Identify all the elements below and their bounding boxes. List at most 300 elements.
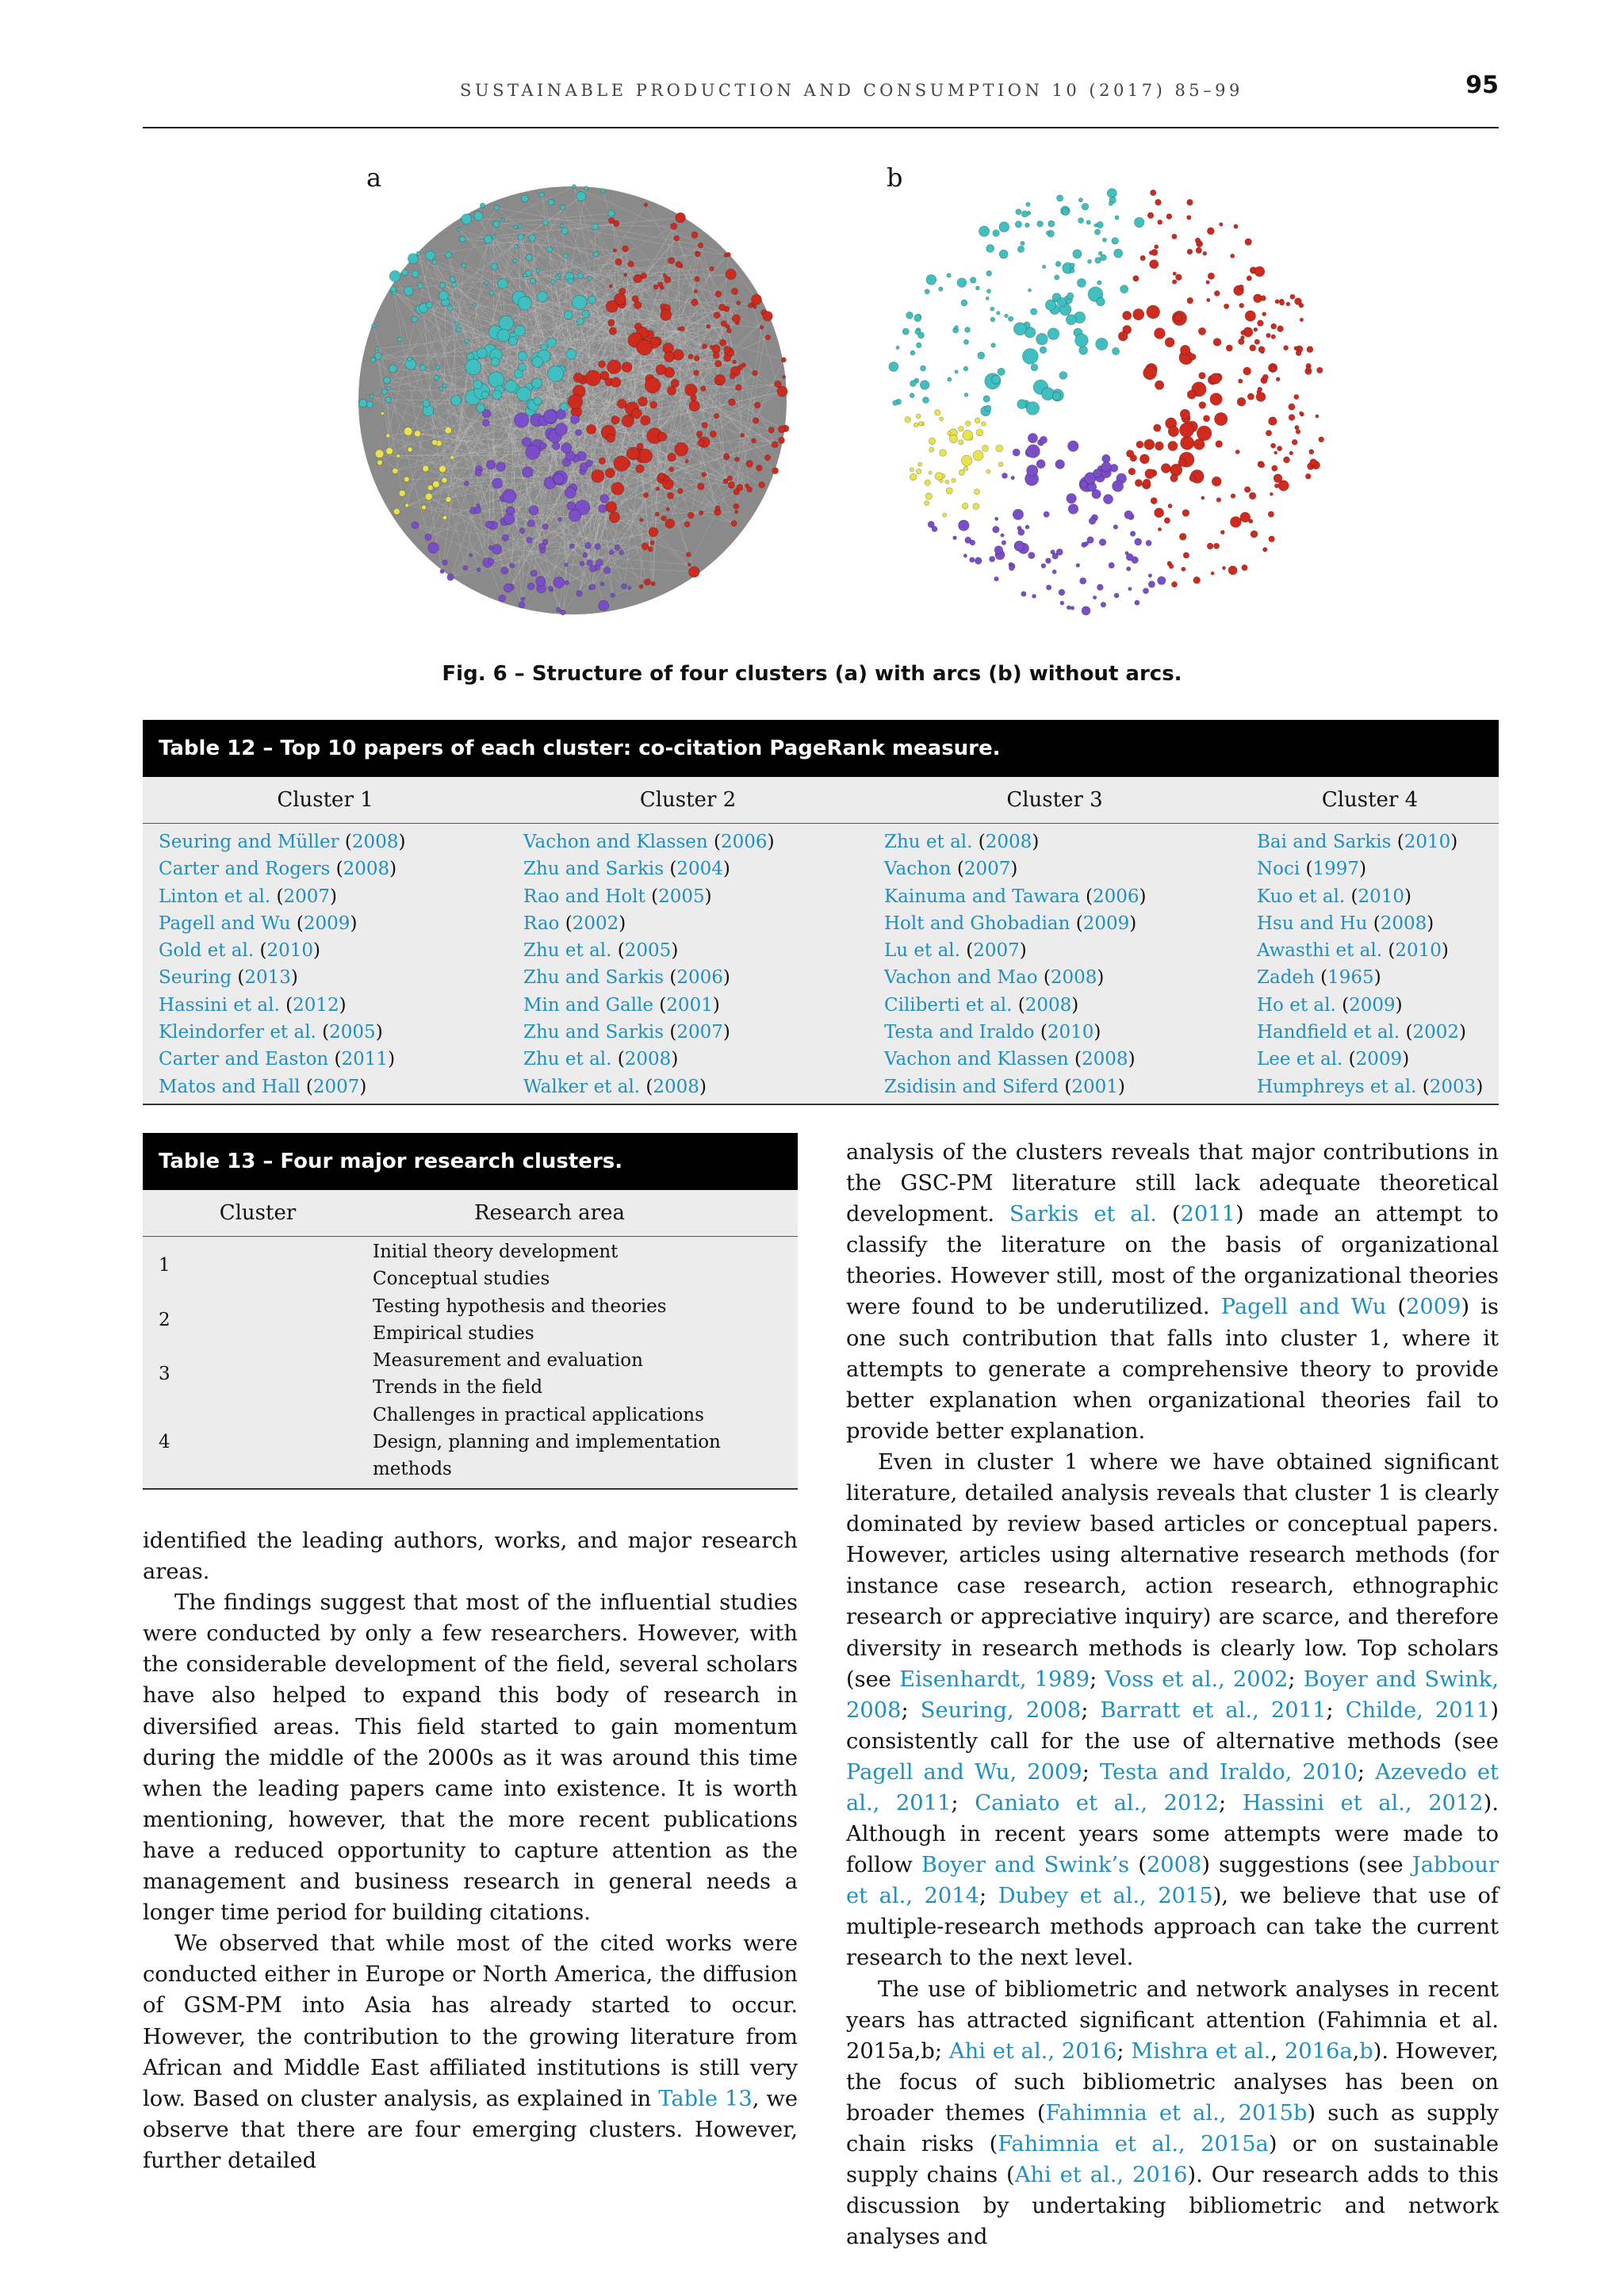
network-node xyxy=(514,245,518,249)
network-node xyxy=(462,214,472,224)
network-node xyxy=(1289,404,1295,410)
network-node xyxy=(1262,312,1266,316)
left-text-column xyxy=(143,1525,798,2176)
network-node xyxy=(561,610,565,614)
citation-link[interactable]: Seuring and Müller xyxy=(159,832,339,852)
table-cell: Testa and Iraldo (2010) xyxy=(884,1022,1101,1043)
network-node xyxy=(737,301,741,305)
network-without-arcs xyxy=(879,155,1339,646)
reference-link[interactable]: 2008 xyxy=(1146,1853,1202,1878)
network-node xyxy=(1277,326,1284,332)
network-node xyxy=(609,327,616,335)
reference-link[interactable]: Voss et al., 2002 xyxy=(1105,1667,1289,1692)
network-node xyxy=(611,377,621,387)
citation-link[interactable]: Min and Galle xyxy=(523,994,653,1016)
network-node xyxy=(684,522,690,527)
network-node xyxy=(997,312,1000,315)
network-node xyxy=(577,273,584,279)
table-cell: Matos and Hall (2007) xyxy=(159,1076,367,1097)
table-cell: Vachon (2007) xyxy=(884,859,1018,880)
network-node xyxy=(513,258,517,262)
network-node xyxy=(592,469,604,482)
citation-link[interactable]: Zadeh xyxy=(1257,967,1315,989)
citation-year-link[interactable]: 2009 xyxy=(1355,1049,1403,1070)
network-node xyxy=(439,465,446,473)
network-node xyxy=(1207,228,1214,235)
network-node xyxy=(962,503,968,509)
citation-year-link[interactable]: 2005 xyxy=(624,940,672,962)
citation-link[interactable]: Matos and Hall xyxy=(159,1076,301,1097)
network-node xyxy=(381,412,384,415)
network-node xyxy=(1052,392,1061,400)
network-node xyxy=(991,343,996,348)
citation-link[interactable]: Ho et al. xyxy=(1257,994,1336,1016)
network-node xyxy=(1036,333,1048,345)
network-node xyxy=(587,425,596,434)
network-node xyxy=(691,299,699,306)
citation-year-link[interactable]: 2004 xyxy=(676,859,723,880)
network-node xyxy=(1097,221,1103,228)
citation-link[interactable]: Rao xyxy=(523,913,560,934)
reference-link[interactable]: b xyxy=(1359,2038,1373,2064)
citation-link[interactable]: Vachon xyxy=(884,859,952,880)
network-node xyxy=(1258,387,1262,392)
network-node xyxy=(1013,449,1020,456)
network-node xyxy=(451,396,462,406)
citation-year-link[interactable]: 2007 xyxy=(676,1022,723,1043)
network-node xyxy=(1207,298,1210,301)
citation-year-link[interactable]: 2002 xyxy=(572,913,619,934)
network-node xyxy=(1289,451,1293,455)
citation-link[interactable]: Holt and Ghobadian xyxy=(884,913,1071,934)
network-node xyxy=(896,346,899,349)
network-node xyxy=(622,246,629,252)
citation-link[interactable]: Lee et al. xyxy=(1257,1049,1343,1070)
network-node xyxy=(929,471,932,474)
citation-link[interactable]: Zhu and Sarkis xyxy=(523,859,665,880)
reference-link[interactable]: Boyer and Swink’s xyxy=(921,1853,1130,1878)
network-node xyxy=(1055,262,1061,267)
network-node xyxy=(425,534,431,540)
network-node xyxy=(644,493,649,498)
reference-link[interactable]: Sarkis et al. xyxy=(1009,1202,1157,1227)
citation-year-link[interactable]: 2005 xyxy=(329,1022,376,1043)
reference-link[interactable]: Testa and Iraldo, 2010 xyxy=(1099,1759,1358,1785)
reference-link[interactable]: Childe, 2011 xyxy=(1345,1697,1491,1723)
network-node xyxy=(668,453,676,461)
table-12-title: Table 12 – Top 10 papers of each cluster: co-citation PageRank measure. xyxy=(143,720,1499,777)
citation-link[interactable]: Bai and Sarkis xyxy=(1257,832,1392,852)
network-node xyxy=(959,427,964,432)
network-node xyxy=(639,584,643,588)
network-node xyxy=(1127,567,1131,571)
network-node xyxy=(510,563,515,568)
network-node xyxy=(1144,439,1155,450)
network-node xyxy=(1196,247,1202,254)
network-node xyxy=(1180,409,1189,419)
table-cell: Zhu et al. (2008) xyxy=(523,1049,679,1070)
network-node xyxy=(519,528,525,534)
citation-year-link[interactable]: 2008 xyxy=(653,1076,699,1097)
network-node xyxy=(1070,268,1074,273)
network-node xyxy=(1017,526,1021,530)
network-node xyxy=(1028,434,1037,443)
network-node xyxy=(920,381,929,390)
reference-link[interactable]: 2016a xyxy=(1284,2038,1353,2064)
network-node xyxy=(978,352,985,359)
reference-link[interactable]: Mishra et al. xyxy=(1131,2038,1271,2064)
citation-link[interactable]: Ciliberti et al. xyxy=(884,994,1013,1016)
reference-link[interactable]: Barratt et al., 2011 xyxy=(1100,1697,1327,1723)
citation-link[interactable]: Kainuma and Tawara xyxy=(884,886,1080,907)
citation-link[interactable]: Lu et al. xyxy=(884,940,960,962)
network-node xyxy=(929,438,935,444)
citation-link[interactable]: Pagell and Wu xyxy=(159,913,291,934)
network-node xyxy=(902,328,909,335)
network-node xyxy=(547,338,557,347)
network-node xyxy=(1266,430,1271,436)
network-node xyxy=(526,254,532,261)
table-cell: Seuring (2013) xyxy=(159,967,298,989)
citation-year-link[interactable]: 1997 xyxy=(1312,859,1360,880)
network-node xyxy=(458,228,461,231)
network-node xyxy=(655,512,659,516)
network-node xyxy=(1094,469,1102,478)
citation-year-link[interactable]: 2005 xyxy=(658,886,705,907)
network-node xyxy=(905,417,910,423)
citation-link[interactable]: Zhu et al. xyxy=(523,940,612,962)
reference-link[interactable]: Pagell and Wu xyxy=(1220,1295,1387,1320)
network-node xyxy=(673,350,684,361)
citation-link[interactable]: Testa and Iraldo xyxy=(884,1022,1035,1043)
reference-link[interactable]: Dubey et al., 2015 xyxy=(998,1884,1213,1909)
network-node xyxy=(548,365,564,381)
table-cell: Vachon and Mao (2008) xyxy=(884,967,1105,989)
citation-year-link[interactable]: 2010 xyxy=(1395,940,1442,962)
citation-year-link[interactable]: 2010 xyxy=(266,940,313,962)
network-node xyxy=(496,462,506,472)
network-node xyxy=(923,397,929,404)
network-node xyxy=(959,469,964,475)
network-node xyxy=(965,327,971,333)
citation-link[interactable]: Zhu et al. xyxy=(884,832,973,852)
network-node xyxy=(746,461,753,468)
network-node xyxy=(990,557,995,562)
citation-year-link[interactable]: 2009 xyxy=(303,913,350,934)
citation-link[interactable]: Awasthi et al. xyxy=(1257,940,1383,962)
network-node xyxy=(492,235,496,239)
table-cell: Handfield et al. (2002) xyxy=(1257,1022,1467,1043)
citation-link[interactable]: Zhu and Sarkis xyxy=(523,967,665,989)
network-node xyxy=(628,586,631,589)
citation-link[interactable]: Vachon and Klassen xyxy=(523,832,708,852)
reference-link[interactable]: Eisenhardt, 1989 xyxy=(899,1667,1090,1692)
table-cell: Gold et al. (2010) xyxy=(159,940,320,962)
network-node xyxy=(499,316,514,331)
table-cell: Lee et al. (2009) xyxy=(1257,1049,1410,1070)
citation-link[interactable]: Hassini et al. xyxy=(159,994,280,1016)
network-node xyxy=(1102,454,1110,462)
network-node xyxy=(587,560,593,566)
network-node xyxy=(783,376,786,379)
network-node xyxy=(658,432,667,441)
network-node xyxy=(701,386,706,391)
network-node xyxy=(966,421,971,426)
network-node xyxy=(617,400,626,409)
citation-link[interactable]: Hsu and Hu xyxy=(1257,913,1368,934)
reference-link[interactable]: 2009 xyxy=(1406,1295,1461,1320)
citation-link[interactable]: Seuring xyxy=(159,967,232,989)
citation-year-link[interactable]: 2012 xyxy=(293,994,339,1016)
network-node xyxy=(963,430,973,441)
network-node xyxy=(1181,436,1194,450)
cluster-number: 4 xyxy=(159,1432,170,1453)
citation-year-link[interactable]: 2008 xyxy=(624,1049,672,1070)
network-node xyxy=(611,416,619,424)
network-node xyxy=(986,244,994,252)
citation-year-link[interactable]: 2001 xyxy=(1071,1076,1118,1097)
citation-year-link[interactable]: 2007 xyxy=(973,940,1020,962)
network-node xyxy=(637,339,653,355)
network-node xyxy=(993,230,1000,237)
citation-link[interactable]: Carter and Easton xyxy=(159,1049,329,1070)
network-node xyxy=(504,584,512,592)
research-area-line: Testing hypothesis and theories xyxy=(373,1295,667,1317)
table-cell: Zhu and Sarkis (2006) xyxy=(523,967,730,989)
research-area-line: Trends in the field xyxy=(373,1377,543,1399)
column-header: Cluster 3 xyxy=(1006,788,1103,812)
citation-link[interactable]: Handfield et al. xyxy=(1257,1022,1400,1043)
reference-link[interactable]: Boyer and Swink, 2008 xyxy=(846,1667,1500,1723)
network-node xyxy=(765,335,770,339)
table-cell: Linton et al. (2007) xyxy=(159,886,338,907)
network-node xyxy=(477,348,487,358)
citation-year-link[interactable]: 2013 xyxy=(244,967,291,989)
network-node xyxy=(497,329,510,342)
network-node xyxy=(530,278,535,284)
network-node xyxy=(1021,241,1025,245)
citation-link[interactable]: Gold et al. xyxy=(159,940,255,962)
network-node xyxy=(1113,480,1124,492)
citation-year-link[interactable]: 2007 xyxy=(312,1076,360,1097)
network-node xyxy=(542,539,548,545)
network-node xyxy=(389,270,400,281)
network-node xyxy=(548,199,554,205)
citation-year-link[interactable]: 2007 xyxy=(963,859,1011,880)
network-node xyxy=(914,423,918,427)
network-node xyxy=(404,286,413,296)
citation-link[interactable]: Rao and Holt xyxy=(523,886,645,907)
network-node xyxy=(396,454,400,458)
network-node xyxy=(605,469,615,478)
network-node xyxy=(1025,223,1030,228)
network-node xyxy=(668,258,675,264)
reference-link[interactable]: Fahimnia et al., 2015b xyxy=(1045,2100,1308,2126)
citation-year-link[interactable]: 2008 xyxy=(1380,913,1427,934)
citation-year-link[interactable]: 2009 xyxy=(1082,913,1130,934)
network-node xyxy=(1271,323,1277,329)
citation-link[interactable]: Carter and Rogers xyxy=(159,859,331,880)
page-number: 95 xyxy=(1465,71,1499,99)
network-node xyxy=(1135,600,1139,605)
citation-year-link[interactable]: 2006 xyxy=(721,832,768,852)
network-node xyxy=(778,426,785,433)
network-node xyxy=(1135,538,1142,545)
network-node xyxy=(1203,415,1209,422)
citation-year-link[interactable]: 1965 xyxy=(1327,967,1374,989)
network-node xyxy=(1197,241,1201,245)
citation-year-link[interactable]: 2008 xyxy=(1050,967,1097,989)
citation-link[interactable]: Linton et al. xyxy=(159,886,271,907)
citation-link[interactable]: Kuo et al. xyxy=(1257,886,1346,907)
citation-link[interactable]: Zsidisin and Siferd xyxy=(884,1076,1059,1097)
table-cell: Rao and Holt (2005) xyxy=(523,886,712,907)
network-node xyxy=(1277,446,1282,451)
network-node xyxy=(1146,540,1151,545)
network-node xyxy=(1070,263,1074,268)
network-node xyxy=(1242,564,1247,570)
network-node xyxy=(447,574,454,581)
reference-link[interactable]: Seuring, 2008 xyxy=(920,1697,1082,1723)
network-node xyxy=(1133,309,1144,320)
network-node xyxy=(1130,531,1136,537)
citation-year-link[interactable]: 2009 xyxy=(1349,994,1396,1016)
network-node xyxy=(753,370,758,376)
citation-year-link[interactable]: 2008 xyxy=(1082,1049,1128,1070)
table-12 xyxy=(143,720,1499,1105)
network-node xyxy=(1172,280,1177,285)
figure-caption: Fig. 6 – Structure of four clusters (a) with arcs (b) without arcs. xyxy=(442,662,1182,686)
network-node xyxy=(1001,534,1004,537)
reference-link[interactable]: Caniato et al., 2012 xyxy=(975,1790,1220,1816)
citation-year-link[interactable]: 2011 xyxy=(341,1049,389,1070)
network-node xyxy=(1231,254,1235,258)
network-node xyxy=(1278,480,1289,491)
citation-year-link[interactable]: 2001 xyxy=(666,994,713,1016)
citation-year-link[interactable]: 2008 xyxy=(351,832,399,852)
citation-year-link[interactable]: 2008 xyxy=(985,832,1032,852)
reference-link[interactable]: Table 13 xyxy=(658,2086,753,2111)
network-node xyxy=(985,405,991,411)
network-node xyxy=(1271,443,1276,448)
citation-year-link[interactable]: 2010 xyxy=(1358,886,1405,907)
network-node xyxy=(442,560,447,564)
network-node xyxy=(653,285,658,289)
network-node xyxy=(695,251,700,256)
network-node xyxy=(566,349,576,359)
citation-year-link[interactable]: 2008 xyxy=(1025,994,1072,1016)
network-node xyxy=(529,506,538,515)
network-node xyxy=(420,365,426,370)
network-node xyxy=(450,456,454,460)
network-node xyxy=(707,324,710,328)
network-node xyxy=(518,351,527,361)
network-node xyxy=(715,361,722,367)
citation-link[interactable]: Walker et al. xyxy=(523,1076,641,1097)
citation-year-link[interactable]: 2006 xyxy=(676,967,723,989)
network-node xyxy=(580,561,584,566)
network-node xyxy=(440,569,444,573)
citation-link[interactable]: Zhu et al. xyxy=(523,1049,612,1070)
network-node xyxy=(622,362,632,373)
citation-year-link[interactable]: 2010 xyxy=(1047,1022,1094,1043)
network-node xyxy=(1148,574,1152,578)
network-node xyxy=(699,511,703,515)
citation-year-link[interactable]: 2002 xyxy=(1412,1022,1460,1043)
citation-link[interactable]: Noci xyxy=(1257,859,1300,880)
network-node xyxy=(720,339,726,346)
network-node xyxy=(710,266,714,271)
citation-year-link[interactable]: 2010 xyxy=(1404,832,1451,852)
citation-link[interactable]: Zhu and Sarkis xyxy=(523,1022,665,1043)
network-with-arcs xyxy=(343,155,802,646)
citation-link[interactable]: Vachon and Mao xyxy=(884,967,1038,989)
network-node xyxy=(584,186,588,191)
research-area-line: Design, planning and implementation xyxy=(373,1432,721,1453)
network-node xyxy=(993,526,1000,534)
network-node xyxy=(724,254,728,258)
network-node xyxy=(1168,426,1178,436)
network-node xyxy=(1140,255,1146,261)
right-text-column xyxy=(846,1137,1499,2252)
network-node xyxy=(399,490,405,496)
network-node xyxy=(408,357,412,362)
network-node xyxy=(492,390,502,400)
reference-link[interactable]: Fahimnia et al., 2015a xyxy=(998,2132,1269,2156)
network-node xyxy=(1040,436,1047,443)
network-node xyxy=(1013,323,1026,335)
network-node xyxy=(946,488,952,494)
network-node xyxy=(588,296,596,304)
network-node xyxy=(1290,294,1295,299)
network-node xyxy=(916,469,921,473)
citation-link[interactable]: Vachon and Klassen xyxy=(884,1049,1069,1070)
citation-year-link[interactable]: 2008 xyxy=(343,859,390,880)
citation-link[interactable]: Humphreys et al. xyxy=(1257,1076,1417,1097)
citation-year-link[interactable]: 2006 xyxy=(1092,886,1139,907)
network-node xyxy=(728,482,735,489)
reference-link[interactable]: Azevedo et al., 2011 xyxy=(846,1759,1500,1816)
network-node xyxy=(599,600,609,610)
network-node xyxy=(1189,354,1196,360)
paragraph: identified the leading authors, works, and major research areas. xyxy=(143,1529,798,1585)
reference-link[interactable]: Hassini et al., 2012 xyxy=(1242,1790,1484,1816)
network-node xyxy=(473,380,482,388)
reference-link[interactable]: Pagell and Wu, 2009 xyxy=(846,1759,1082,1785)
citation-year-link[interactable]: 2007 xyxy=(283,886,331,907)
network-node xyxy=(1114,593,1119,598)
citation-year-link[interactable]: 2003 xyxy=(1429,1076,1477,1097)
network-node xyxy=(730,373,735,379)
reference-link[interactable]: Ahi et al., 2016 xyxy=(948,2038,1117,2064)
network-node xyxy=(445,427,452,434)
network-node xyxy=(1179,423,1193,437)
network-node xyxy=(607,434,615,442)
network-node xyxy=(422,505,427,510)
network-node xyxy=(676,212,686,223)
reference-link[interactable]: Jabbour et al., 2014 xyxy=(846,1853,1499,1909)
reference-link[interactable]: 2011 xyxy=(1180,1202,1235,1227)
network-node xyxy=(412,270,419,277)
network-node xyxy=(1025,525,1029,529)
network-node xyxy=(939,287,943,291)
network-node xyxy=(474,212,483,220)
network-node xyxy=(1032,595,1036,599)
reference-link[interactable]: Ahi et al., 2016 xyxy=(1014,2163,1188,2188)
network-node xyxy=(567,502,576,511)
citation-link[interactable]: Kleindorfer et al. xyxy=(159,1022,316,1043)
paragraph: The use of bibliometric and network analyses in recent years has attracted significant attention (Fahimnia et al. 2015a,b; Ahi et al., 2016; Mishra et al., 2016a,b). However, the focus of such bibliometric analyses has been on broader themes (Fahimnia et al., 2015b) such as supply chain risks (Fahimnia et al., 2015a) or on sustainable supply chains (Ahi et al., 2016). Our research adds to this discussion by undertaking bibliometric and network analyses and xyxy=(846,1976,1499,2250)
